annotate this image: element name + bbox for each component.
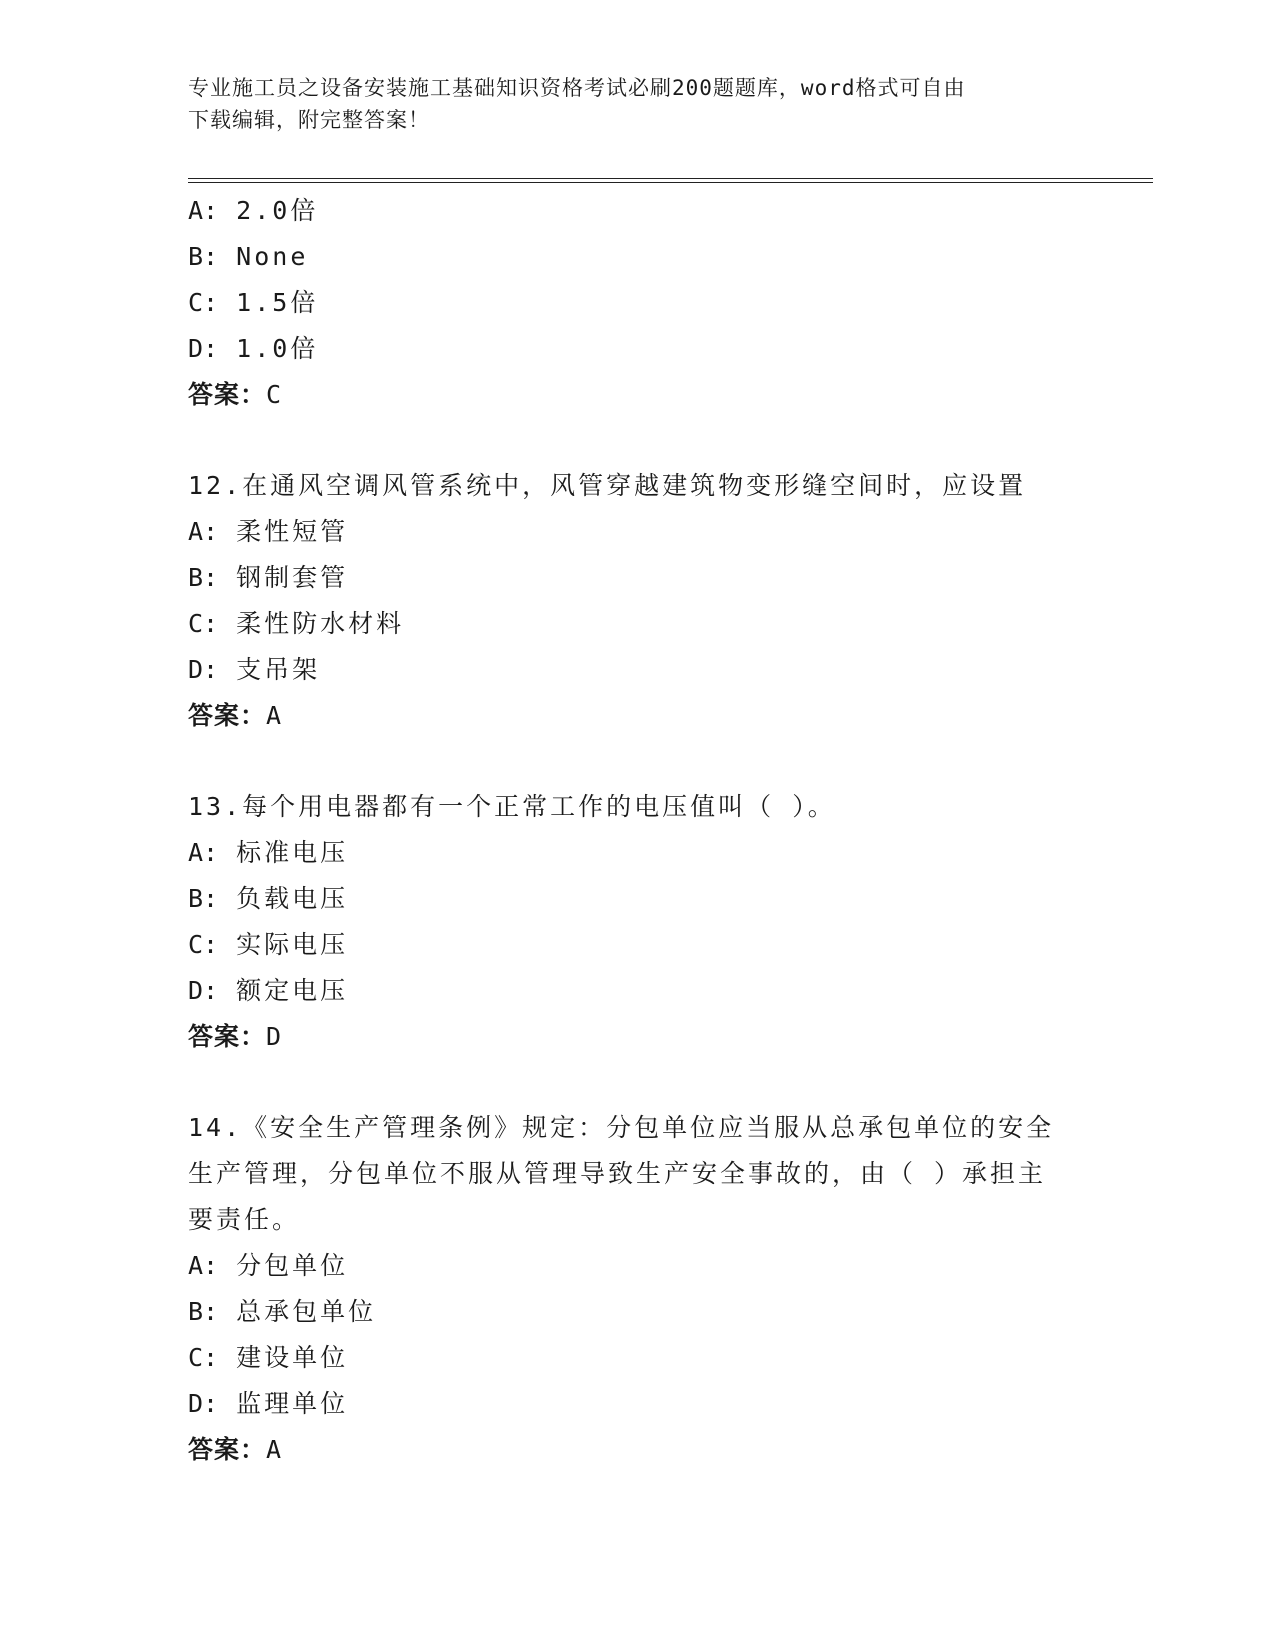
option-c: C: 建设单位: [188, 1343, 349, 1372]
header-divider-bottom: [188, 182, 1153, 183]
option-d: D: 1.0倍: [188, 334, 319, 363]
option-a: A: 标准电压: [188, 838, 349, 867]
answer-line: 答案：A: [188, 701, 283, 730]
question-stem: 13.每个用电器都有一个正常工作的电压值叫（ ）。: [188, 792, 836, 821]
option-a: A: 分包单位: [188, 1251, 349, 1280]
document-header: [188, 72, 1068, 136]
question-stem-line-2: 生产管理，分包单位不服从管理导致生产安全事故的，由（ ）承担主: [188, 1159, 1047, 1188]
option-c: C: 1.5倍: [188, 288, 319, 317]
answer-line: 答案：C: [188, 380, 283, 409]
answer-line: 答案：D: [188, 1022, 283, 1051]
option-a: A: 2.0倍: [188, 196, 319, 225]
option-d: D: 监理单位: [188, 1389, 349, 1418]
header-divider-top: [188, 178, 1153, 179]
question-11-continuation: [188, 188, 1088, 418]
question-13: [188, 784, 1088, 1060]
answer-line: 答案：A: [188, 1435, 283, 1464]
option-c: C: 柔性防水材料: [188, 609, 405, 638]
option-a: A: 柔性短管: [188, 517, 349, 546]
question-list: [188, 188, 1088, 1473]
option-c: C: 实际电压: [188, 930, 349, 959]
question-stem: 12.在通风空调风管系统中，风管穿越建筑物变形缝空间时，应设置: [188, 471, 1027, 500]
question-stem-line-1: 14.《安全生产管理条例》规定：分包单位应当服从总承包单位的安全: [188, 1113, 1055, 1142]
option-b: B: None: [188, 242, 309, 271]
header-line-1: 专业施工员之设备安装施工基础知识资格考试必刷200题题库，word格式可自由: [188, 76, 966, 100]
question-14: [188, 1105, 1088, 1473]
option-b: B: 总承包单位: [188, 1297, 377, 1326]
option-b: B: 钢制套管: [188, 563, 349, 592]
option-d: D: 额定电压: [188, 976, 349, 1005]
option-b: B: 负载电压: [188, 884, 349, 913]
question-stem-line-3: 要责任。: [188, 1205, 301, 1234]
option-d: D: 支吊架: [188, 655, 321, 684]
header-line-2: 下载编辑，附完整答案！: [188, 108, 430, 132]
question-12: [188, 463, 1088, 739]
